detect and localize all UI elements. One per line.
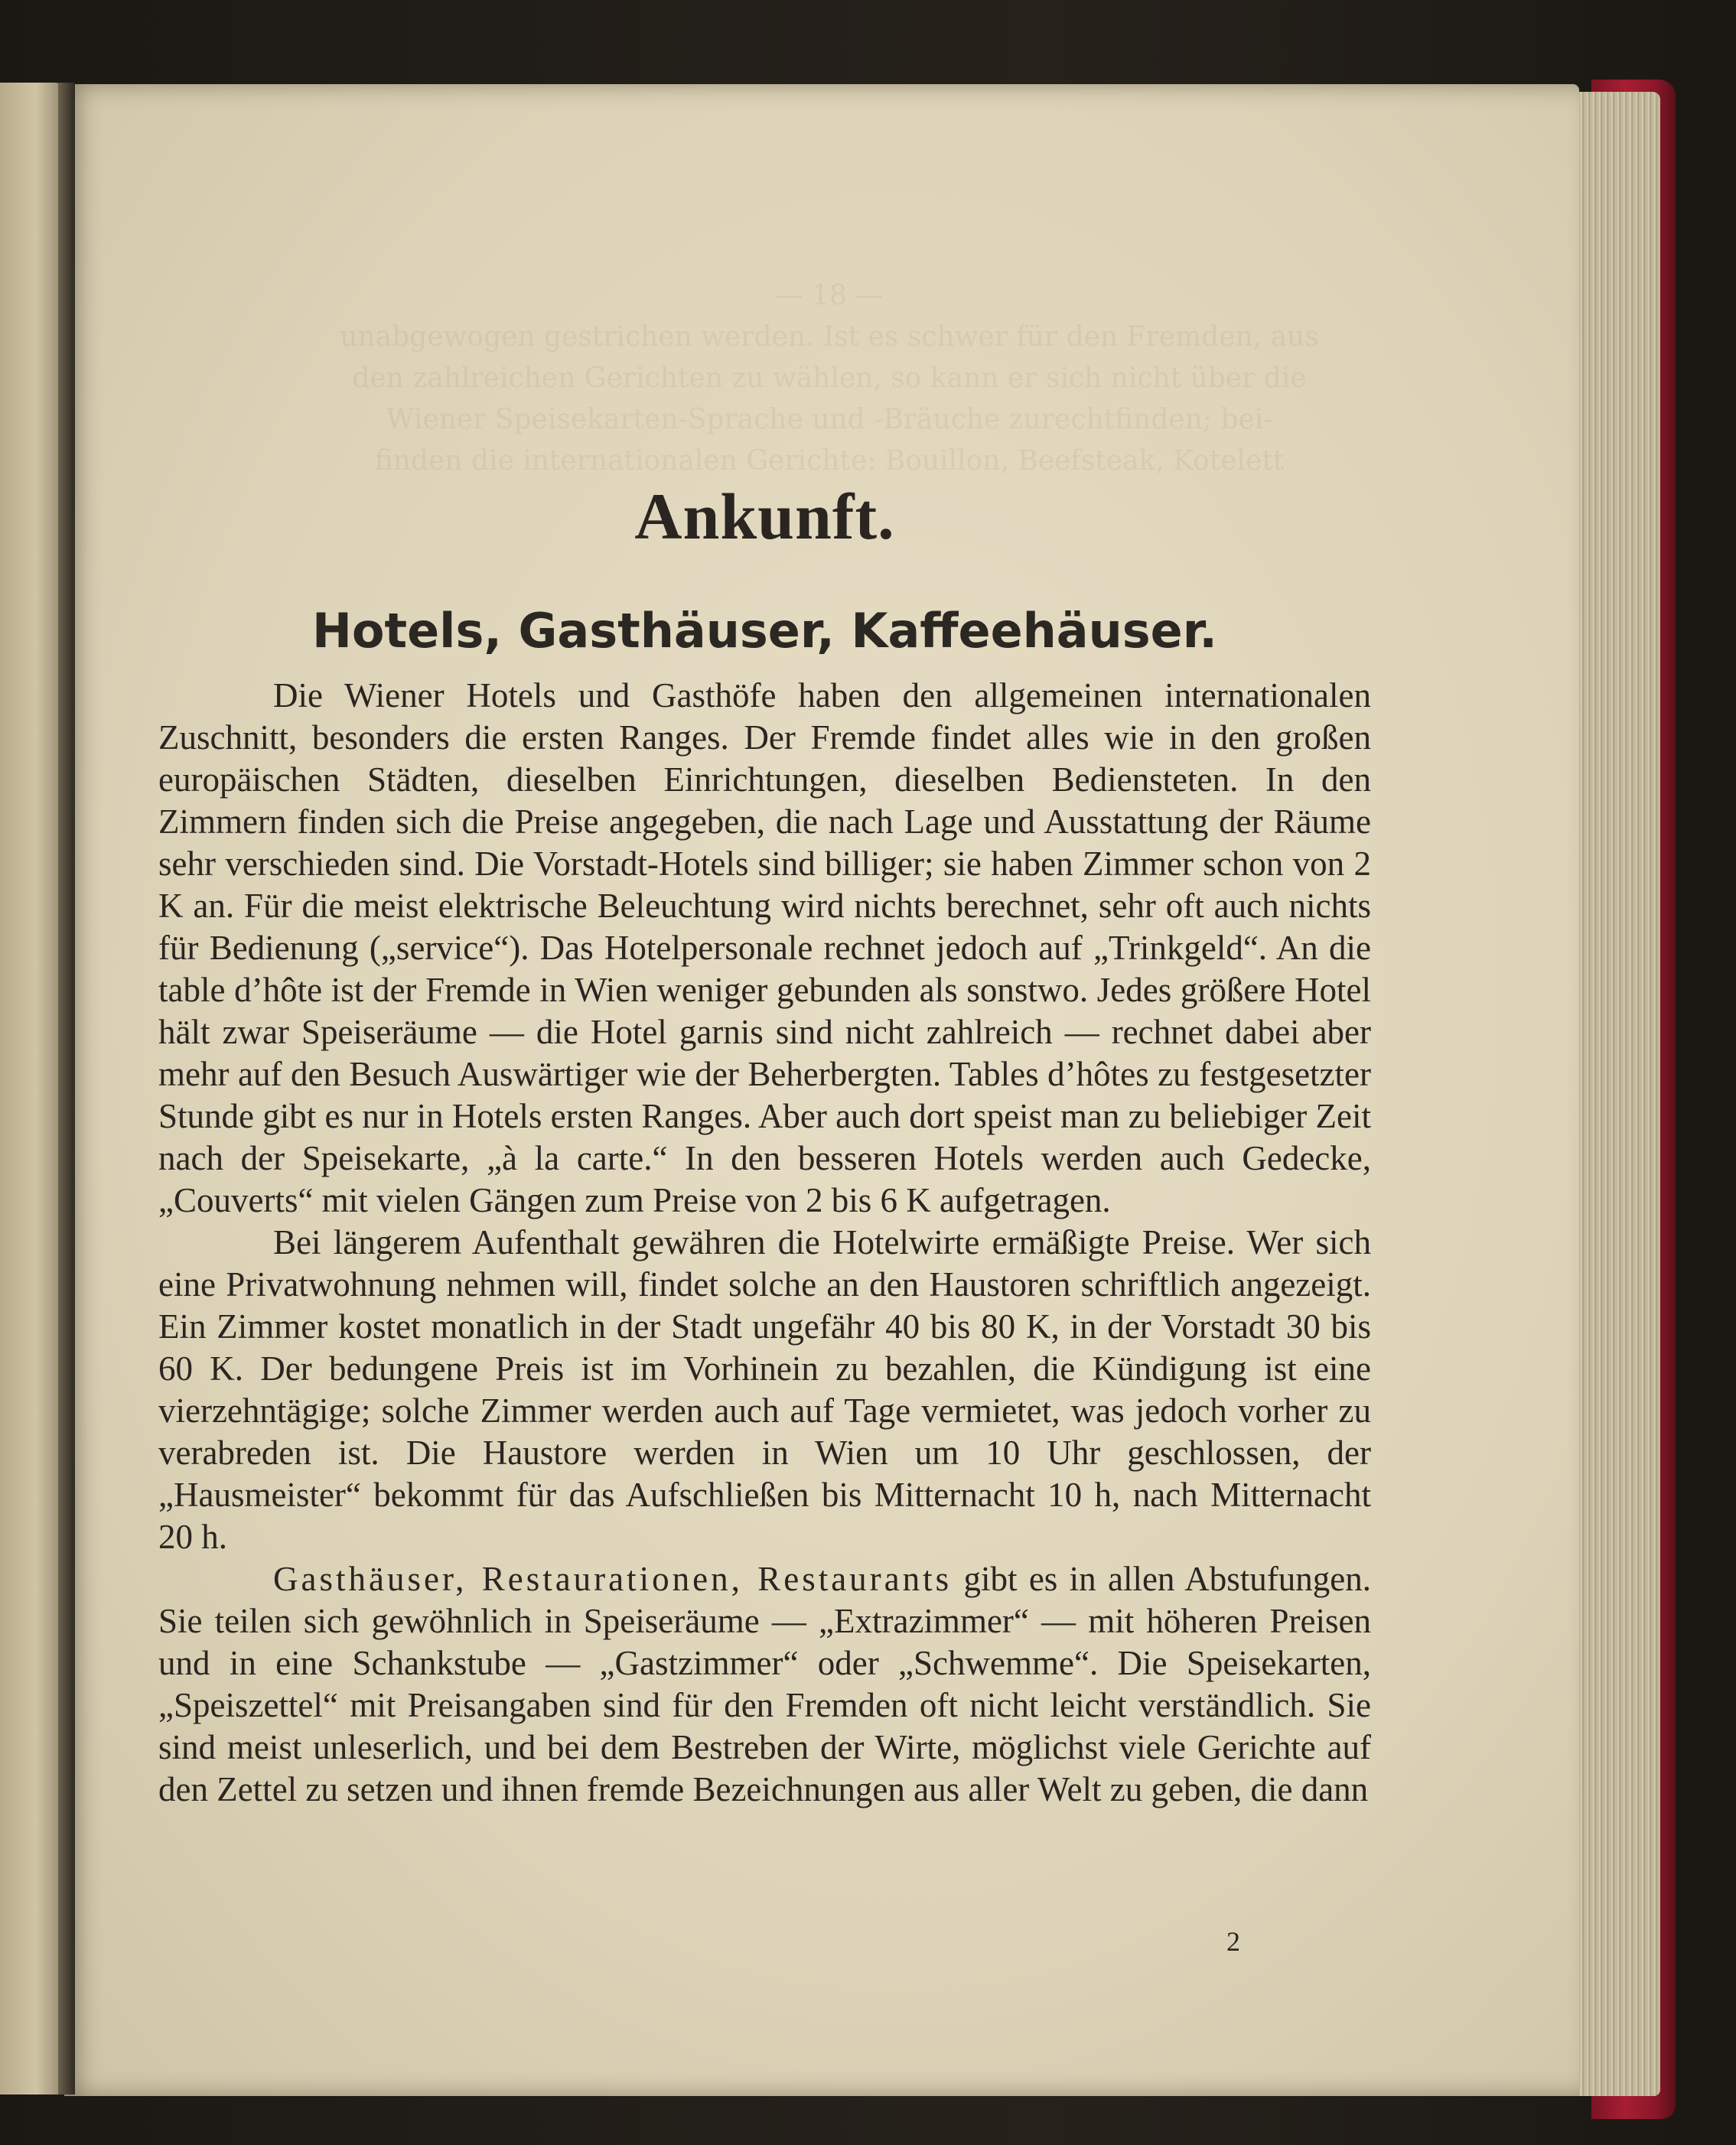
paragraph-text: gibt es in allen Abstufungen. Sie teilen sich gewöhnlich in Speiseräume — „Extrazimmer“ — mit höheren Preisen und in eine Schankstube — „Gastzimmer“ oder „Schwemme“. Die Speisekarten, „Speiszettel“ mit Preisangaben sind für den Fremden oft nicht leicht verständlich. Sie sind meist unleserlich, und bei dem Bestreben der Wirte, möglichst viele Gerichte auf den Zettel zu setzen und ihnen fremde Bezeichnungen aus aller Welt zu geben, die dann: [158, 1560, 1371, 1808]
ghost-line: finden die internationalen Gerichte: Bouillon, Beefsteak, Kotelett: [374, 445, 1285, 477]
paragraph-lodging: Bei längerem Aufenthalt gewähren die Hotelwirte ermäßigte Preise. Wer sich eine Privatwohnung nehmen will, findet solche an den Haustoren schriftlich angezeigt. Ein Zimmer kostet monatlich in der Stadt ungefähr 40 bis 80 K, in der Vorstadt 30 bis 60 K. Der bedungene Preis ist im Vorhinein zu bezahlen, die Kündigung ist eine vierzehntägige; solche Zimmer werden auch auf Tage vermietet, was jedoch vorher zu verabreden ist. Die Haustore werden in Wien um 10 Uhr geschlossen, der „Hausmeister“ bekommt für das Aufschließen bis Mitternacht 10 h, nach Mitternacht 20 h.: [158, 1223, 1371, 1556]
section-title: Hotels, Gasthäuser, Kaffeehäuser.: [312, 603, 1217, 659]
chapter-title: Ankunft.: [634, 480, 895, 553]
ghost-line: unabgewogen gestrichen werden. Ist es schwer für den Fremden, aus: [340, 321, 1319, 353]
left-page-edge: [0, 83, 66, 2095]
body-text: [158, 675, 1371, 1811]
book-gutter: [58, 83, 75, 2095]
ghost-line: Wiener Speisekarten-Sprache und -Bräuche zurechtfinden; bei-: [386, 404, 1273, 435]
paragraph-restaurants: [158, 1558, 1371, 1811]
ghost-line: — 18 —: [775, 280, 884, 311]
ghost-line: den zahlreichen Gerichten zu wählen, so kann er sich nicht über die: [352, 363, 1307, 394]
page-number: 2: [1226, 1926, 1240, 1957]
bleed-through-text: [217, 275, 1441, 482]
paragraph-hotels: Die Wiener Hotels und Gasthöfe haben den allgemeinen internationalen Zuschnitt, besonders die ersten Ranges. Der Fremde findet alles wie in den großen europäischen Städten, dieselben Einrichtungen, dieselben Bediensteten. In den Zimmern finden sich die Preise angegeben, die nach Lage und Ausstattung der Räume sehr verschieden sind. Die Vorstadt-Hotels sind billiger; sie haben Zimmer schon von 2 K an. Für die meist elektrische Beleuchtung wird nichts berechnet, sehr oft auch nichts für Bedienung („service“). Das Hotelpersonale rechnet jedoch auf „Trinkgeld“. An die table d’hôte ist der Fremde in Wien weniger gebunden als sonstwo. Jedes größere Hotel hält zwar Speiseräume — die Hotel garnis sind nicht zahlreich — rechnet dabei aber mehr auf den Besuch Auswärtiger wie der Beherbergten. Tables d’hôtes zu festgesetzter Stunde gibt es nur in Hotels ersten Ranges. Aber auch dort speist man zu beliebiger Zeit nach der Speisekarte, „à la carte.“ In den besseren Hotels werden auch Gedecke, „Couverts“ mit vielen Gängen zum Preise von 2 bis 6 K aufgetragen.: [158, 676, 1371, 1219]
spaced-term: Gasthäuser, Restaurationen, Restaurants: [273, 1560, 953, 1598]
